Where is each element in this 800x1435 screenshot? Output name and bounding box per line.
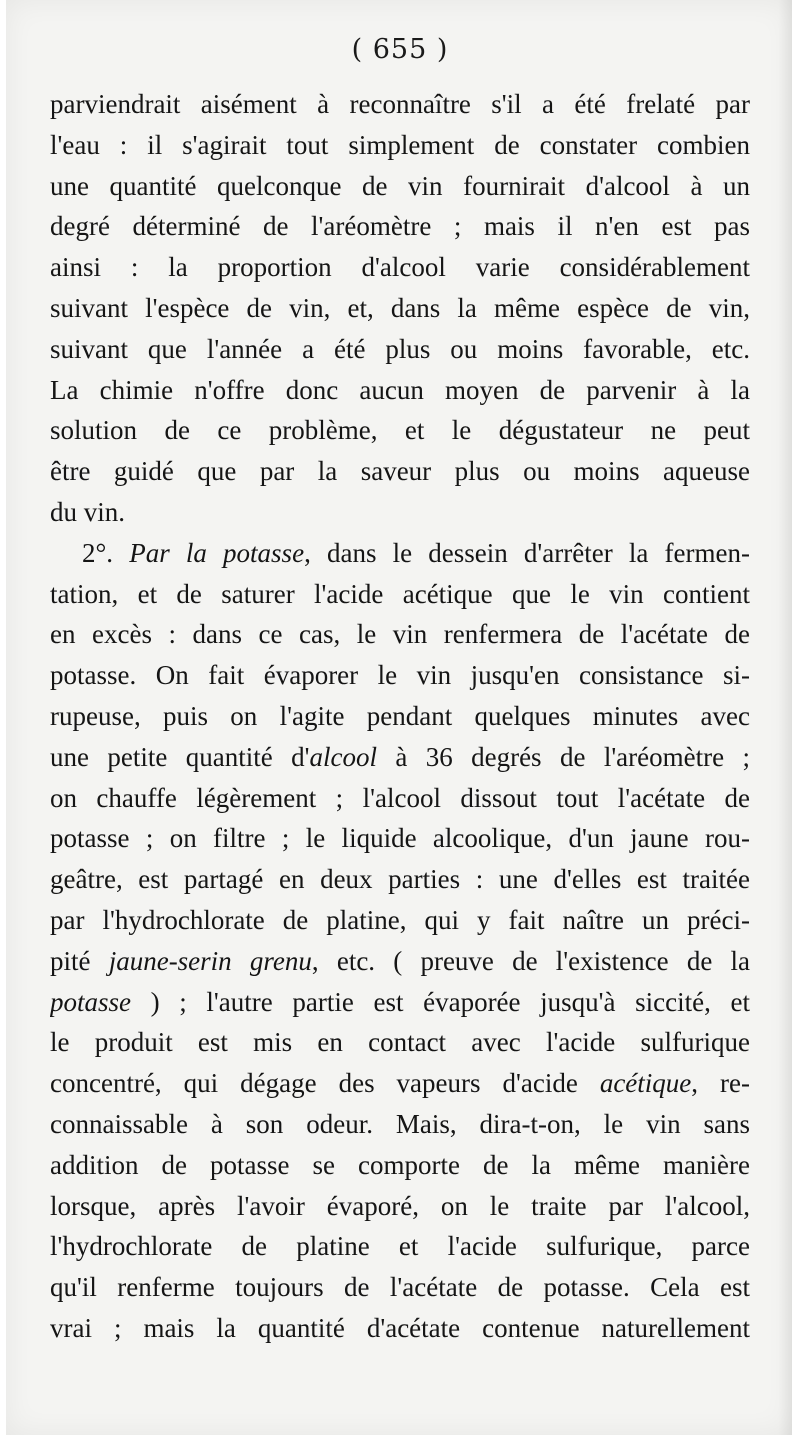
text-line: vrai ; mais la quantité d'acétate contenue naturellement — [50, 1312, 750, 1343]
text-line: La chimie n'offre donc aucun moyen de parvenir à la — [50, 374, 750, 405]
text-line: suivant l'espèce de vin, et, dans la même espèce de vin, — [50, 292, 750, 323]
italic-term: jaune-serin grenu — [108, 945, 312, 976]
italic-term: Par la potasse — [129, 537, 305, 568]
text-line: en excès : dans ce cas, le vin renfermera de l'acétate de — [50, 619, 750, 650]
text-segment: , dans le dessein d'arrêter la fermen- — [304, 537, 750, 568]
text-line: solution de ce problème, et le dégustateur ne peut — [50, 415, 750, 446]
text-line: tation, et de saturer l'acide acétique que le vin contient — [50, 578, 750, 609]
text-line: connaissable à son odeur. Mais, dira-t-on, le vin sans — [50, 1108, 750, 1139]
text-line — [50, 941, 750, 982]
text-line: degré déterminé de l'aréomètre ; mais il n'en est pas — [50, 211, 750, 242]
text-line — [50, 737, 750, 778]
text-line: lorsque, après l'avoir évaporé, on le traite par l'alcool, — [50, 1190, 750, 1221]
text-line: du vin. — [50, 496, 126, 527]
text-line: suivant que l'année a été plus ou moins favorable, etc. — [50, 333, 750, 364]
text-line: on chauffe légèrement ; l'alcool dissout tout l'acétate de — [50, 782, 750, 813]
text-line: qu'il renferme toujours de l'acétate de potasse. Cela est — [50, 1272, 750, 1303]
text-segment: , etc. ( preuve de l'existence de la — [311, 945, 750, 976]
text-line: ainsi : la proportion d'alcool varie considérablement — [50, 252, 750, 283]
text-line: potasse. On fait évaporer le vin jusqu'en consistance si- — [50, 660, 750, 691]
page-number: ( 655 ) — [351, 34, 449, 65]
text-line: le produit est mis en contact avec l'acide sulfurique — [50, 1027, 750, 1058]
text-segment: 2°. — [82, 537, 130, 568]
text-segment: à 36 degrés de l'aréomètre ; — [376, 741, 750, 772]
text-segment: , re- — [691, 1068, 750, 1099]
text-line — [50, 533, 750, 574]
italic-term: potasse — [50, 986, 131, 1017]
text-line: rupeuse, puis on l'agite pendant quelques minutes avec — [50, 700, 750, 731]
italic-term: acétique — [599, 1068, 692, 1099]
text-line: addition de potasse se comporte de la même manière — [50, 1149, 750, 1180]
text-line: être guidé que par la saveur plus ou moins aqueuse — [50, 456, 750, 487]
text-line — [50, 982, 750, 1023]
text-segment: concentré, qui dégage des vapeurs d'acide — [50, 1068, 600, 1099]
text-line: l'hydrochlorate de platine et l'acide sulfurique, parce — [50, 1231, 750, 1262]
text-line: l'eau : il s'agirait tout simplement de constater combien — [50, 129, 750, 160]
text-line: geâtre, est partagé en deux parties : une d'elles est traitée — [50, 864, 750, 895]
text-line: une quantité quelconque de vin fournirait d'alcool à un — [50, 170, 750, 201]
text-line: par l'hydrochlorate de platine, qui y fait naître un préci- — [50, 904, 750, 935]
text-segment: une petite quantité d' — [50, 741, 310, 772]
text-line: parviendrait aisément à reconnaître s'il a été frelaté par — [50, 89, 750, 119]
text-line — [50, 1063, 750, 1104]
body-text — [50, 84, 750, 1349]
text-segment: pité — [50, 945, 109, 976]
italic-term: alcool — [309, 741, 377, 772]
text-segment: ) ; l'autre partie est évaporée jusqu'à siccité, et — [131, 986, 750, 1017]
text-line: potasse ; on filtre ; le liquide alcoolique, d'un jaune rou- — [50, 823, 750, 854]
